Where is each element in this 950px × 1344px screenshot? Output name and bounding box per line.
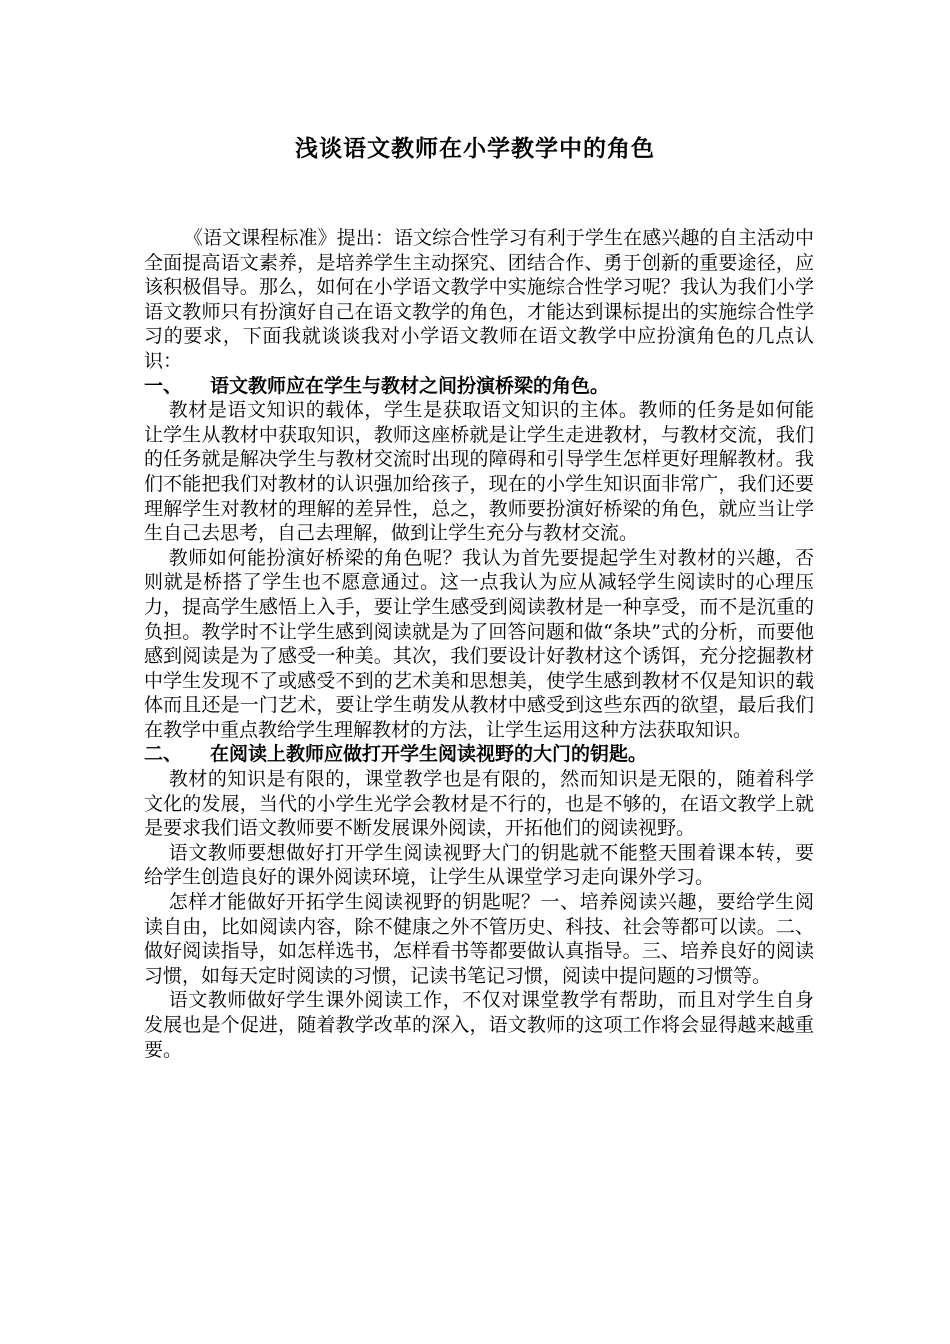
section-2-paragraph-2: 语文教师要想做好打开学生阅读视野大门的钥匙就不能整天围着课本转，要给学生创造良好的课外阅读环境，让学生从课堂学习走向课外学习。 [144, 841, 814, 889]
section-number: 一、 [144, 374, 183, 397]
intro-paragraph: 《语文课程标准》提出：语文综合性学习有利于学生在感兴趣的自主活动中全面提高语文素养，是培养学生主动探究、团结合作、勇于创新的重要途径，应该积极倡导。那么，如何在小学语文教学中实施综合性学习呢？我认为我们小学语文教师只有扮演好自己在语文教学的角色，才能达到课标提出的实施综合性学习的要求，下面我就谈谈我对小学语文教师在语文教学中应扮演角色的几点认识： [144, 227, 814, 372]
section-heading-text: 语文教师应在学生与教材之间扮演桥梁的角色。 [210, 374, 610, 397]
section-heading-1 [144, 374, 814, 399]
section-1-paragraph-2: 教师如何能扮演好桥梁的角色呢？我认为首先要提起学生对教材的兴趣，否则就是桥搭了学生也不愿意通过。这一点我认为应从减轻学生阅读时的心理压力，提高学生感悟上入手，要让学生感受到阅读教材是一种享受，而不是沉重的负担。教学时不让学生感到阅读就是为了回答问题和做“条块”式的分析，而要他感到阅读是为了感受一种美。其次，我们要设计好教材这个诱饵，充分挖掘教材中学生发现不了或感受不到的艺术美和思想美，使学生感到教材不仅是知识的载体而且还是一门艺术，要让学生萌发从教材中感受到这些东西的欲望，最后我们在教学中重点教给学生理解教材的方法，让学生运用这种方法获取知识。 [144, 546, 814, 741]
section-1-paragraph-1: 教材是语文知识的载体，学生是获取语文知识的主体。教师的任务是如何能让学生从教材中获取知识，教师这座桥就是让学生走进教材，与教材交流，我们的任务就是解决学生与教材交流时出现的障碍和引导学生怎样更好理解教材。我们不能把我们对教材的认识强加给孩子，现在的小学生知识面非常广，我们还要理解学生对教材的理解的差异性，总之，教师要扮演好桥梁的角色，就应当让学生自己去思考，自己去理解，做到让学生充分与教材交流。 [144, 399, 814, 545]
section-heading-text: 在阅读上教师应做打开学生阅读视野的大门的钥匙。 [210, 743, 648, 766]
section-2-paragraph-3: 怎样才能做好开拓学生阅读视野的钥匙呢？一、培养阅读兴趣，要给学生阅读自由，比如阅读内容，除不健康之外不管历史、科技、社会等都可以读。二、做好阅读指导，如怎样选书，怎样看书等都要做认真指导。三、培养良好的阅读习惯，如每天定时阅读的习惯，记读书笔记习惯，阅读中提问题的习惯等。 [144, 891, 814, 987]
section-heading-2 [144, 742, 814, 767]
document-body [144, 226, 814, 1062]
section-number: 二、 [144, 743, 183, 766]
section-2-paragraph-1: 教材的知识是有限的，课堂教学也是有限的，然而知识是无限的，随着科学文化的发展，当代的小学生光学会教材是不行的，也是不够的，在语文教学上就是要求我们语文教师要不断发展课外阅读，开拓他们的阅读视野。 [144, 768, 814, 840]
section-2-paragraph-4: 语文教师做好学生课外阅读工作，不仅对课堂教学有帮助，而且对学生自身发展也是个促进，随着教学改革的深入，语文教师的这项工作将会显得越来越重要。 [144, 989, 814, 1061]
document-title: 浅谈语文教师在小学教学中的角色 [295, 136, 655, 162]
